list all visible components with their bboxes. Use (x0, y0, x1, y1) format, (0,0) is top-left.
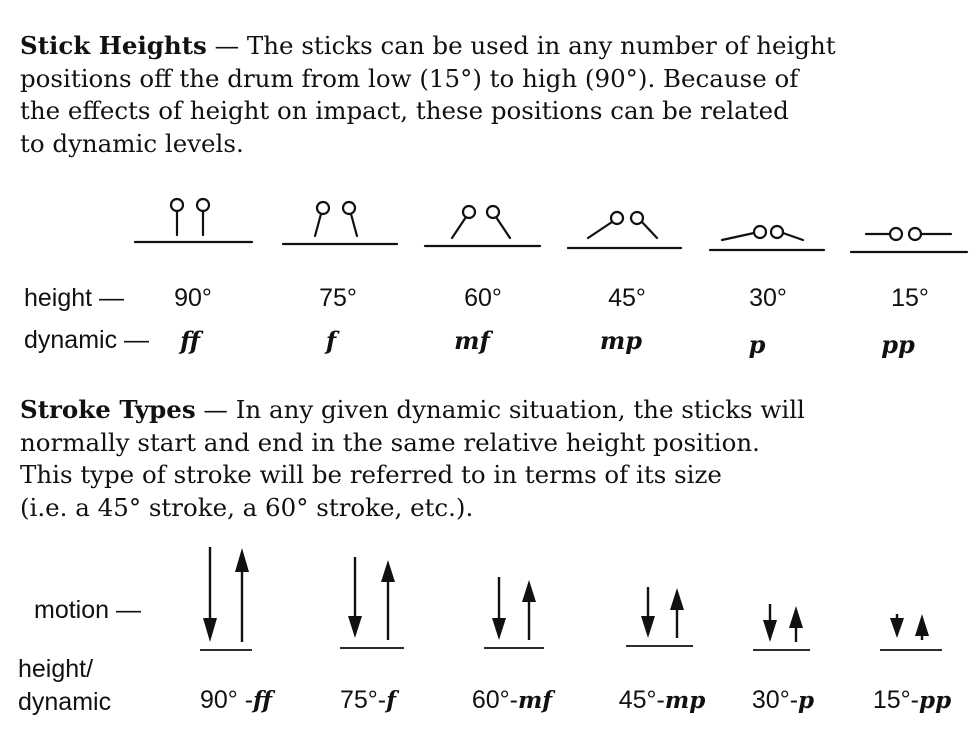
stroke-combo-90 (200, 686, 272, 715)
height-value-15: 15° (891, 284, 929, 312)
dynamic-value-mf: mf (454, 326, 490, 355)
stroke-combo-60 (472, 686, 552, 715)
stroke-combo-75 (340, 686, 396, 715)
stroke-combo-dynamic: ff (253, 687, 273, 714)
height-value-60: 60° (464, 284, 502, 312)
stroke-diagram-15 (880, 614, 942, 650)
stroke-diagram-60 (484, 577, 544, 648)
stroke-combo-45 (619, 686, 706, 715)
stroke-combo-height: 60°- (471, 686, 518, 714)
height-value-45: 45° (608, 284, 646, 312)
dynamic-value-f: f (325, 326, 337, 355)
dynamic-value-p: p (748, 330, 766, 359)
stroke-combo-30 (752, 686, 814, 715)
height-value-30: 30° (749, 284, 787, 312)
stick-heights-line-4: to dynamic levels. (20, 128, 244, 158)
height-row-label: height — (24, 284, 125, 312)
height-value-90: 90° (174, 284, 212, 312)
stick-heights-line-3: the effects of height on impact, these positions can be related (20, 96, 789, 125)
stroke-combo-height: 75°- (339, 686, 387, 714)
stroke-types-line-1: — In any given dynamic situation, the sticks will (195, 395, 805, 424)
dynamic-value-ff: ff (180, 326, 200, 355)
stick-heights-line-2: positions off the drum from low (15°) to high (90°). Because of (20, 63, 799, 93)
stroke-combo-dynamic: pp (918, 687, 952, 714)
height-dynamic-label-line-1: height/ (18, 655, 94, 683)
height-value-75: 75° (319, 284, 357, 312)
stroke-combo-height: 30°- (751, 686, 799, 714)
motion-row-label: motion — (34, 596, 141, 624)
stroke-types-line-3: This type of stroke will be referred to in terms of its size (20, 460, 722, 489)
stroke-diagram-45 (626, 587, 693, 646)
stroke-combo-height: 15°- (872, 686, 919, 714)
stroke-combo-height: 90° - (199, 686, 254, 714)
stick-heights-heading: Stick Heights (20, 31, 207, 60)
stroke-combo-dynamic: mp (664, 687, 706, 714)
stroke-combo-height: 45°- (618, 686, 665, 714)
stroke-combo-dynamic: f (386, 687, 397, 714)
stroke-combo-dynamic: mf (517, 687, 553, 714)
height-dynamic-label-line-2: dynamic (18, 688, 112, 716)
dynamic-value-pp: pp (881, 330, 915, 359)
stroke-diagram-90 (200, 547, 252, 650)
stroke-diagram-30 (753, 604, 810, 650)
stroke-diagram-75 (340, 557, 404, 648)
stroke-combo-dynamic: p (798, 687, 815, 714)
stroke-types-heading: Stroke Types (20, 395, 196, 424)
dynamic-value-mp: mp (599, 326, 643, 355)
stroke-types-line-4: (i.e. a 45° stroke, a 60° stroke, etc.). (20, 492, 474, 522)
stroke-types-line-2: normally start and end in the same relative height position. (20, 427, 760, 457)
stroke-combo-15 (873, 686, 951, 715)
dynamic-row-label: dynamic — (24, 326, 150, 354)
stick-heights-line-1: — The sticks can be used in any number of height (206, 31, 836, 60)
